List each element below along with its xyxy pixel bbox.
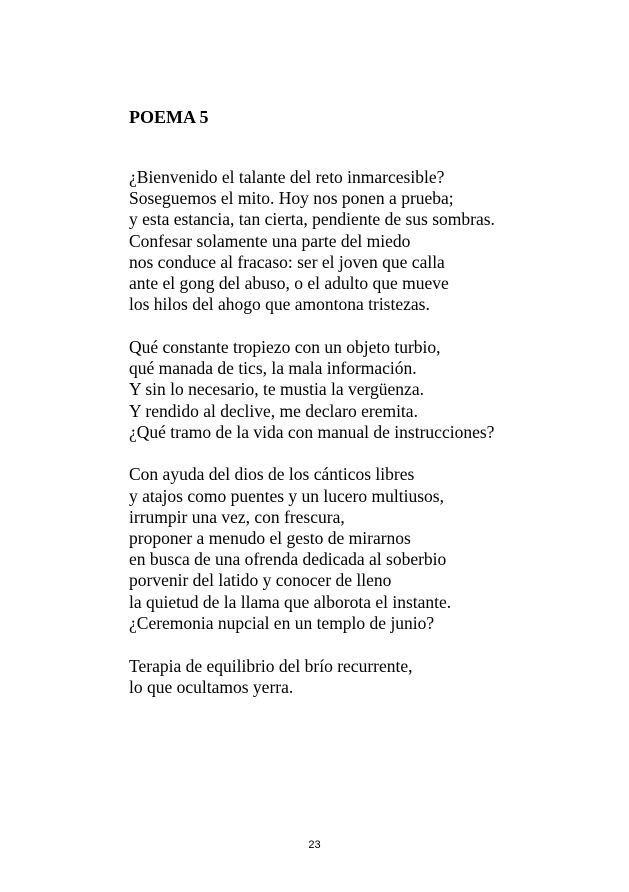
stanza	[129, 337, 609, 443]
verse-line: y atajos como puentes y un lucero multiusos,	[129, 485, 444, 506]
verse-line: ¿Ceremonia nupcial en un templo de junio?	[129, 612, 435, 633]
verse-line: Con ayuda del dios de los cánticos libres	[129, 464, 415, 485]
verse-line: ante el gong del abuso, o el adulto que mueve	[129, 273, 449, 294]
verse-line: lo que ocultamos yerra.	[129, 676, 294, 697]
verse-line: y esta estancia, tan cierta, pendiente de sus sombras.	[129, 209, 495, 230]
verse-line: en busca de una ofrenda dedicada al soberbio	[129, 549, 447, 570]
poem-title: POEMA 5	[129, 107, 209, 127]
verse-line: Y sin lo necesario, te mustia la vergüenza.	[129, 379, 424, 400]
verse-line: la quietud de la llama que alborota el instante.	[129, 591, 452, 612]
stanza	[129, 167, 609, 315]
poem-body	[129, 167, 609, 719]
verse-line: nos conduce al fracaso: ser el joven que calla	[129, 251, 445, 272]
verse-line: Y rendido al declive, me declaro eremita.	[129, 400, 418, 421]
verse-line: Confesar solamente una parte del miedo	[129, 230, 411, 251]
verse-line: ¿Qué tramo de la vida con manual de instrucciones?	[129, 421, 495, 442]
page-number: 23	[308, 839, 321, 851]
verse-line: ¿Bienvenido el talante del reto inmarcesible?	[129, 167, 445, 187]
verse-line: proponer a menudo el gesto de mirarnos	[129, 528, 411, 549]
stanza	[129, 656, 609, 698]
verse-line: los hilos del ahogo que amontona tristezas.	[129, 294, 430, 315]
verse-line: Terapia de equilibrio del brío recurrente,	[129, 655, 413, 676]
verse-line: porvenir del latido y conocer de lleno	[129, 570, 392, 591]
verse-line: Soseguemos el mito. Hoy nos ponen a prueba;	[129, 188, 454, 209]
stanza	[129, 464, 609, 634]
verse-line: Qué constante tropiezo con un objeto turbio,	[129, 336, 441, 357]
verse-line: qué manada de tics, la mala información.	[129, 358, 417, 379]
verse-line: irrumpir una vez, con frescura,	[129, 506, 345, 527]
